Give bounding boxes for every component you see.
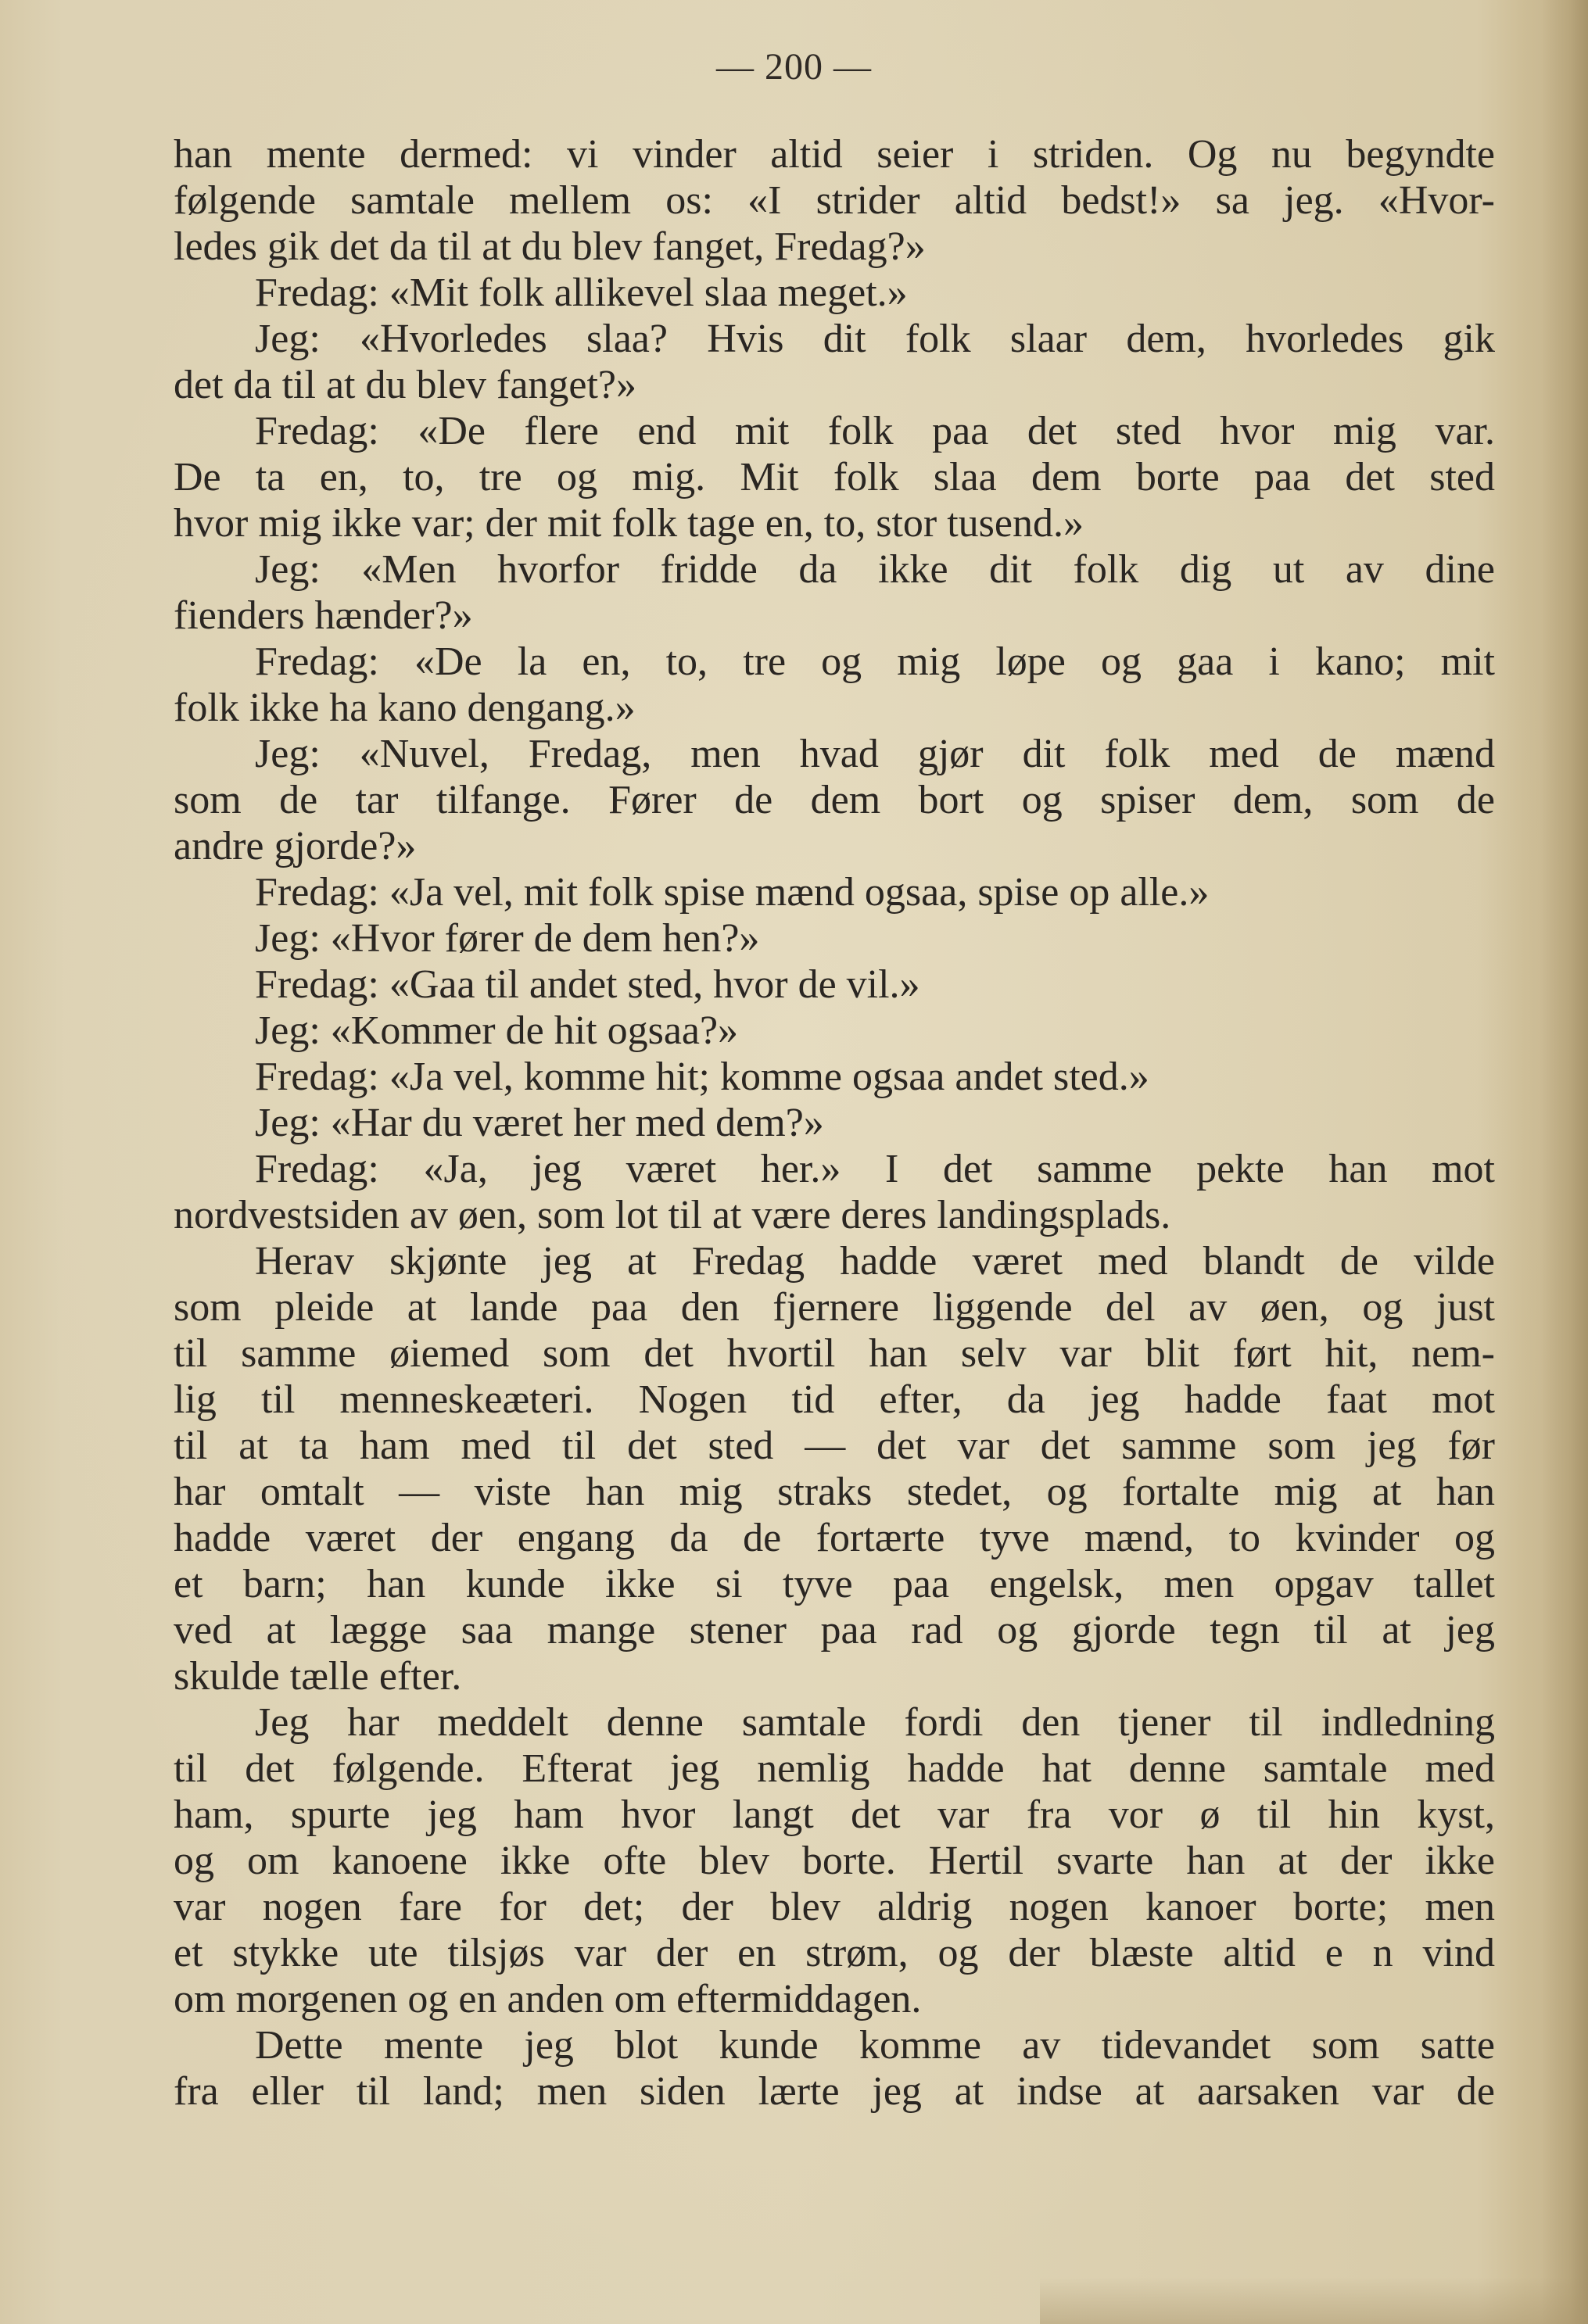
text-line: har omtalt — viste han mig straks stedet, og fortalte mig at han: [174, 1470, 1495, 1514]
text-line: lig til menneskeæteri. Nogen tid efter, da jeg hadde faat mot: [174, 1377, 1495, 1422]
text-line: Fredag: «Mit folk allikevel slaa meget.»: [255, 270, 908, 315]
text-line: et barn; han kunde ikke si tyve paa engelsk, men opgav tallet: [174, 1562, 1495, 1606]
page-edge-shadow: [1541, 0, 1588, 2324]
text-line: Dette mente jeg blot kunde komme av tidevandet som satte: [255, 2023, 1495, 2068]
text-line: Fredag: «Ja vel, mit folk spise mænd ogsaa, spise op alle.»: [255, 870, 1210, 915]
text-line: Jeg: «Hvor fører de dem hen?»: [255, 916, 760, 961]
text-line: Jeg: «Men hvorfor fridde da ikke dit folk dig ut av dine: [255, 547, 1495, 592]
text-line: ledes gik det da til at du blev fanget, Fredag?»: [174, 224, 926, 269]
body-text: [174, 131, 1495, 2115]
text-line: hadde været der engang da de fortærte tyve mænd, to kvinder og: [174, 1516, 1495, 1560]
text-line: Fredag: «Ja, jeg været her.» I det samme pekte han mot: [255, 1147, 1495, 1191]
text-line: følgende samtale mellem os: «I strider altid bedst!» sa jeg. «Hvor-: [174, 178, 1495, 223]
text-line: var nogen fare for det; der blev aldrig nogen kanoer borte; men: [174, 1885, 1495, 1929]
text-line: Fredag: «De flere end mit folk paa det sted hvor mig var.: [255, 409, 1495, 453]
text-line: ved at lægge saa mange stener paa rad og gjorde tegn til at jeg: [174, 1608, 1495, 1653]
text-line: til det følgende. Efterat jeg nemlig hadde hat denne samtale med: [174, 1746, 1495, 1791]
text-line: ham, spurte jeg ham hvor langt det var fra vor ø til hin kyst,: [174, 1792, 1495, 1837]
page-bottom-shadow: [1040, 2277, 1588, 2324]
text-line: som pleide at lande paa den fjernere liggende del av øen, og just: [174, 1285, 1495, 1330]
text-line: De ta en, to, tre og mig. Mit folk slaa dem borte paa det sted: [174, 455, 1495, 500]
text-line: Fredag: «Ja vel, komme hit; komme ogsaa andet sted.»: [255, 1055, 1149, 1099]
text-line: Fredag: «Gaa til andet sted, hvor de vil.»: [255, 962, 920, 1007]
text-line: andre gjorde?»: [174, 824, 417, 868]
page-number: — 200 —: [716, 46, 872, 88]
text-line: hvor mig ikke var; der mit folk tage en, to, stor tusend.»: [174, 501, 1084, 546]
text-line: folk ikke ha kano dengang.»: [174, 686, 636, 730]
text-line: skulde tælle efter.: [174, 1654, 462, 1699]
text-line: fra eller til land; men siden lærte jeg at indse at aarsaken var de: [174, 2069, 1495, 2114]
text-line: han mente dermed: vi vinder altid seier i striden. Og nu begyndte: [174, 132, 1495, 177]
text-line: Fredag: «De la en, to, tre og mig løpe og gaa i kano; mit: [255, 639, 1495, 684]
text-line: Jeg: «Har du været her med dem?»: [255, 1101, 824, 1145]
text-line: som de tar tilfange. Fører de dem bort og spiser dem, som de: [174, 778, 1495, 822]
text-line: til at ta ham med til det sted — det var det samme som jeg før: [174, 1423, 1495, 1468]
text-line: Jeg: «Nuvel, Fredag, men hvad gjør dit folk med de mænd: [255, 732, 1495, 776]
text-line: om morgenen og en anden om eftermiddagen.: [174, 1977, 922, 2021]
text-line: nordvestsiden av øen, som lot til at være deres landingsplads.: [174, 1193, 1171, 1237]
text-line: Jeg: «Hvorledes slaa? Hvis dit folk slaar dem, hvorledes gik: [255, 317, 1495, 361]
text-line: Jeg: «Kommer de hit ogsaa?»: [255, 1008, 739, 1053]
text-line: fienders hænder?»: [174, 593, 473, 638]
text-line: det da til at du blev fanget?»: [174, 363, 637, 407]
text-line: Herav skjønte jeg at Fredag hadde været med blandt de vilde: [255, 1239, 1495, 1284]
text-line: et stykke ute tilsjøs var der en strøm, og der blæste altid e n vind: [174, 1931, 1495, 1975]
text-line: og om kanoene ikke ofte blev borte. Hertil svarte han at der ikke: [174, 1839, 1495, 1883]
text-line: til samme øiemed som det hvortil han selv var blit ført hit, nem-: [174, 1331, 1495, 1376]
text-line: Jeg har meddelt denne samtale fordi den tjener til indledning: [255, 1700, 1495, 1745]
